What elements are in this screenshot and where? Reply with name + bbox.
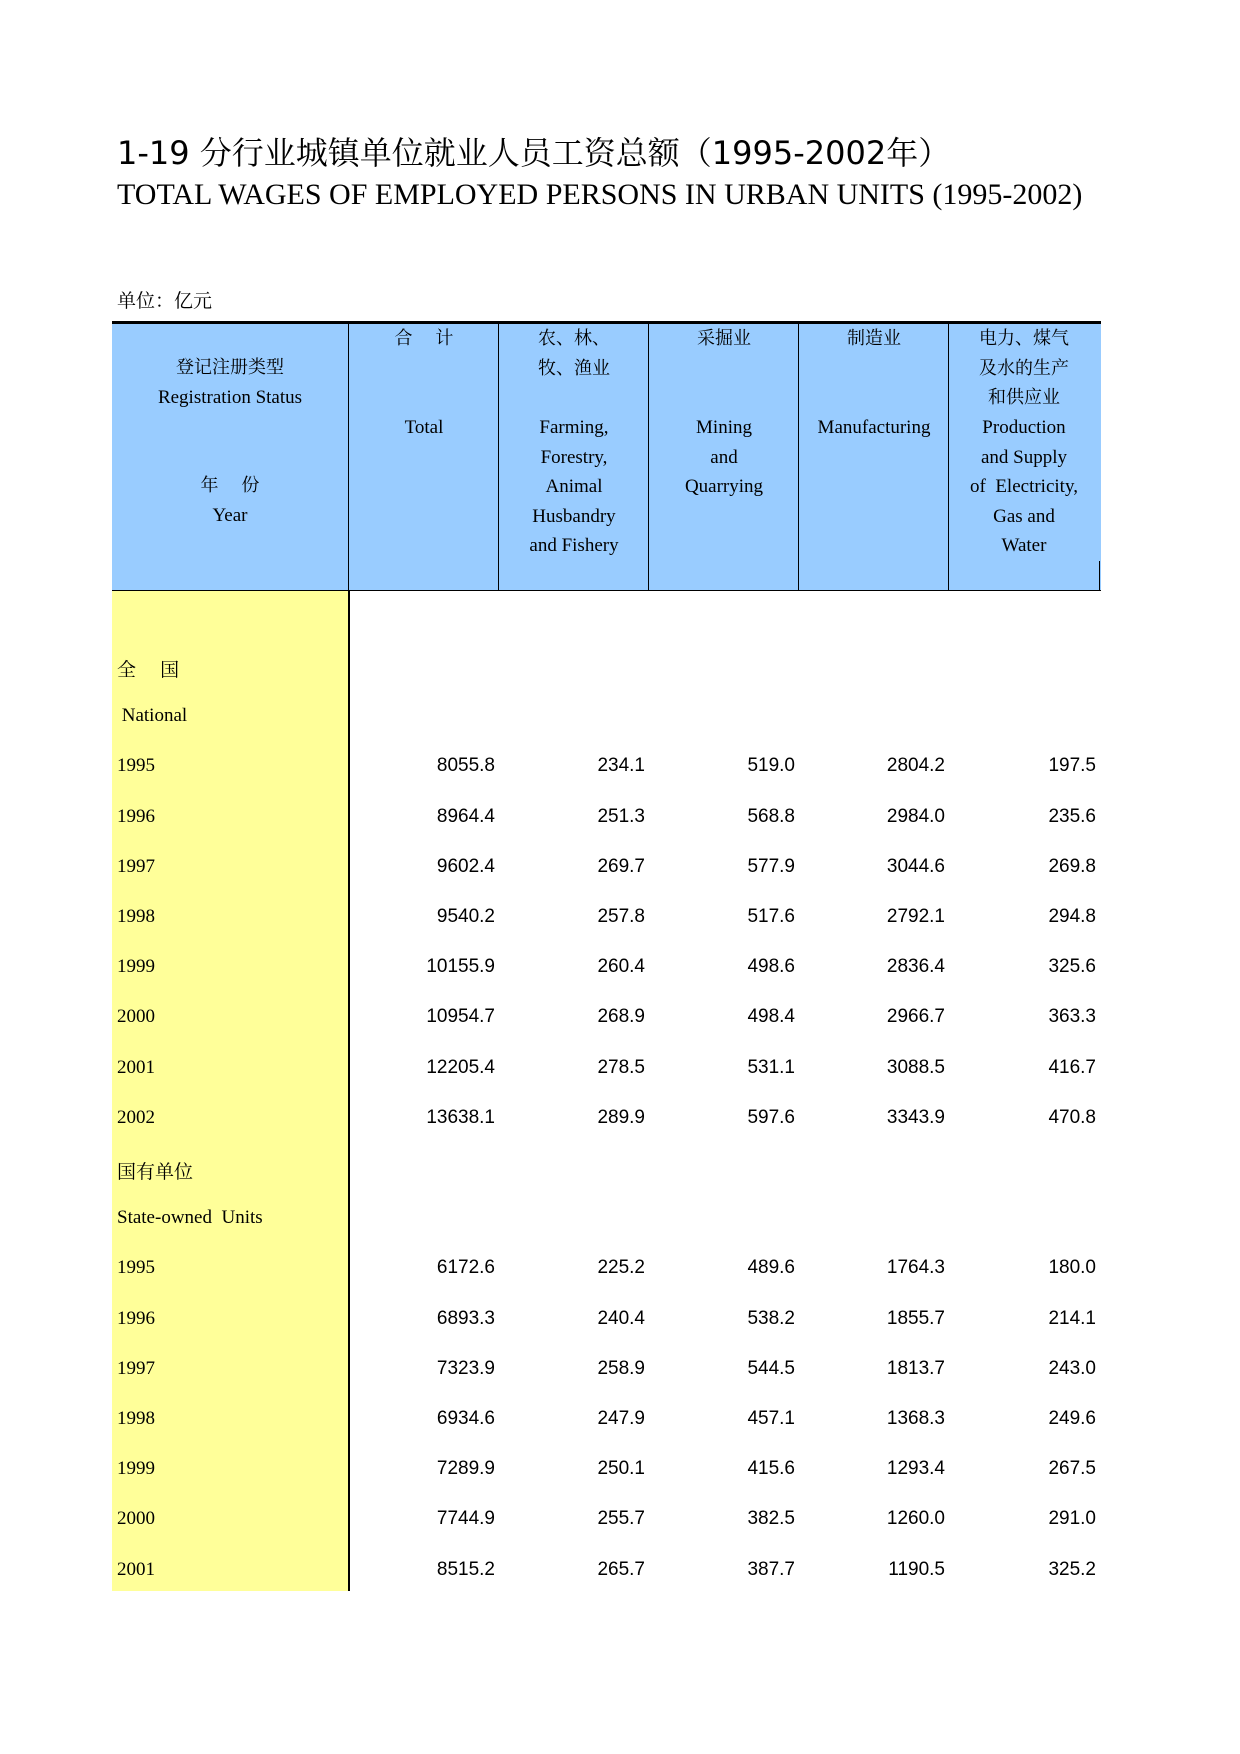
table-cell: 7744.9: [436, 1508, 495, 1530]
table-cell: 2792.1: [886, 906, 945, 927]
table-cell: 6893.3: [436, 1307, 495, 1329]
table-cell: 2966.7: [886, 1006, 945, 1028]
table-cell: 415.6: [747, 1458, 795, 1480]
table-cell: 278.5: [597, 1056, 645, 1078]
section-label-en: State-owned Units: [117, 1207, 263, 1229]
table-cell: 12205.4: [426, 1056, 495, 1078]
table-cell: 544.5: [747, 1357, 795, 1379]
table-cell: 8055.8: [436, 755, 495, 777]
table-cell: 8515.2: [436, 1558, 495, 1580]
page-title-en-clip: [117, 178, 1101, 212]
column-header-en: Mining and Quarrying: [684, 417, 764, 497]
table-cell: 325.6: [1048, 956, 1096, 978]
table-cell: 517.6: [747, 906, 795, 927]
table-cell: 13638.1: [426, 1106, 495, 1128]
table-cell: 9602.4: [436, 855, 495, 877]
table-cell: 325.2: [1048, 1558, 1096, 1580]
table-cell: 9540.2: [436, 906, 495, 927]
table-cell: 247.9: [597, 1408, 645, 1429]
stub-column-rule: [348, 591, 350, 1591]
stub-header: [112, 353, 348, 530]
row-year: 1998: [117, 1408, 155, 1429]
column-header: [649, 324, 799, 354]
table-cell: 10155.9: [426, 956, 495, 978]
column-header-en: Total: [404, 417, 444, 438]
table-cell: 1764.3: [886, 1257, 945, 1279]
table-cell: 470.8: [1048, 1106, 1096, 1128]
table-cell: 8964.4: [436, 805, 495, 827]
table-cell: 265.7: [597, 1558, 645, 1580]
table-cell: 2984.0: [886, 805, 945, 827]
table-cell: 267.5: [1048, 1458, 1096, 1480]
table-cell: 251.3: [597, 805, 645, 827]
row-year: 2000: [117, 1006, 155, 1028]
table-cell: 243.0: [1048, 1357, 1096, 1379]
table-cell: 498.6: [747, 956, 795, 978]
row-year: 1999: [117, 1458, 155, 1480]
table-cell: 294.8: [1048, 906, 1096, 927]
table-cell: 268.9: [597, 1006, 645, 1028]
page-title-cn: 1-19 分行业城镇单位就业人员工资总额（1995-2002年）: [117, 134, 951, 172]
table-cell: 7289.9: [436, 1458, 495, 1480]
column-header: [949, 324, 1099, 413]
table-cell: 6934.6: [436, 1408, 495, 1429]
table-cell: 250.1: [597, 1458, 645, 1480]
row-year: 2001: [117, 1558, 155, 1580]
table-cell: 225.2: [597, 1257, 645, 1279]
table-cell: 255.7: [597, 1508, 645, 1530]
table-cell: 7323.9: [436, 1357, 495, 1379]
table-cell: 260.4: [597, 956, 645, 978]
table-cell: 519.0: [747, 755, 795, 777]
row-year: 1999: [117, 956, 155, 978]
table-cell: 3044.6: [886, 855, 945, 877]
table-cell: 363.3: [1048, 1006, 1096, 1028]
row-year: 1997: [117, 855, 155, 877]
table-cell: 1260.0: [886, 1508, 945, 1530]
table-cell: 1293.4: [886, 1458, 945, 1480]
column-header-en: Farming, Forestry, Animal Husbandry and Fishery: [529, 417, 619, 556]
row-year: 1995: [117, 1257, 155, 1279]
column-header-en: Production and Supply of Electricity, Gas and Water: [970, 417, 1078, 556]
row-year: 2002: [117, 1106, 155, 1128]
table-cell: 197.5: [1048, 755, 1096, 777]
table-cell: 3343.9: [886, 1106, 945, 1128]
table-cell: 577.9: [747, 855, 795, 877]
row-year: 2000: [117, 1508, 155, 1530]
table-cell: 2836.4: [886, 956, 945, 978]
table-cell: 387.7: [747, 1558, 795, 1580]
year-header-en: Year: [212, 504, 248, 526]
table-cell: 3088.5: [886, 1056, 945, 1078]
table-cell: 457.1: [747, 1408, 795, 1429]
table-cell: 1855.7: [886, 1307, 945, 1329]
header-divider: [348, 324, 349, 591]
table-cell: 498.4: [747, 1006, 795, 1028]
table-cell: 180.0: [1048, 1257, 1096, 1279]
section-label-cn: 国有单位: [117, 1161, 194, 1183]
table-cell: 257.8: [597, 906, 645, 927]
table-cell: 489.6: [747, 1257, 795, 1279]
table-cell: 240.4: [597, 1307, 645, 1329]
table-cell: 2804.2: [886, 755, 945, 777]
table-cell: 269.8: [1048, 855, 1096, 877]
stub-column-fill: [112, 591, 348, 1591]
table-cell: 531.1: [747, 1056, 795, 1078]
row-year: 1998: [117, 906, 155, 927]
column-header: [499, 324, 649, 383]
header-divider: [1099, 561, 1100, 591]
table-cell: 249.6: [1048, 1408, 1096, 1429]
row-year: 2001: [117, 1056, 155, 1078]
row-year: 1996: [117, 805, 155, 827]
table-cell: 235.6: [1048, 805, 1096, 827]
table-cell: 291.0: [1048, 1508, 1096, 1530]
column-header-cn: 制造业: [847, 328, 901, 349]
table-cell: 10954.7: [426, 1006, 495, 1028]
column-header-cn: 采掘业: [697, 328, 751, 349]
page-title-en: TOTAL WAGES OF EMPLOYED PERSONS IN URBAN UNITS (1995-2002): [117, 178, 1083, 211]
table-cell: 1368.3: [886, 1408, 945, 1429]
table-cell: 416.7: [1048, 1056, 1096, 1078]
table-cell: 382.5: [747, 1508, 795, 1530]
row-year: 1996: [117, 1307, 155, 1329]
section-label-cn: 全 国: [117, 659, 180, 681]
row-year: 1995: [117, 755, 155, 777]
column-header: [799, 324, 949, 354]
section-label-en: National: [117, 705, 188, 727]
column-header-cn: 电力、煤气 及水的生产 和供应业: [979, 328, 1069, 408]
table-cell: 289.9: [597, 1106, 645, 1128]
table-cell: 1813.7: [886, 1357, 945, 1379]
table-cell: 214.1: [1048, 1307, 1096, 1329]
column-header-cn: 农、林、 牧、渔业: [538, 328, 610, 379]
table-cell: 538.2: [747, 1307, 795, 1329]
year-header-cn: 年 份: [200, 475, 260, 496]
table-cell: 234.1: [597, 755, 645, 777]
table-cell: 1190.5: [888, 1558, 945, 1580]
table-cell: 597.6: [747, 1106, 795, 1128]
column-header-en: Manufacturing: [817, 417, 931, 438]
table-cell: 568.8: [747, 805, 795, 827]
table-cell: 6172.6: [436, 1257, 495, 1279]
column-header-cn: 合 计: [394, 328, 454, 349]
stub-header-en: Registration Status: [157, 386, 303, 408]
unit-label: 单位：亿元: [117, 290, 213, 312]
row-year: 1997: [117, 1357, 155, 1379]
stub-header-cn: 登记注册类型: [176, 357, 284, 378]
table-cell: 269.7: [597, 855, 645, 877]
table-cell: 258.9: [597, 1357, 645, 1379]
column-header: [349, 324, 499, 354]
